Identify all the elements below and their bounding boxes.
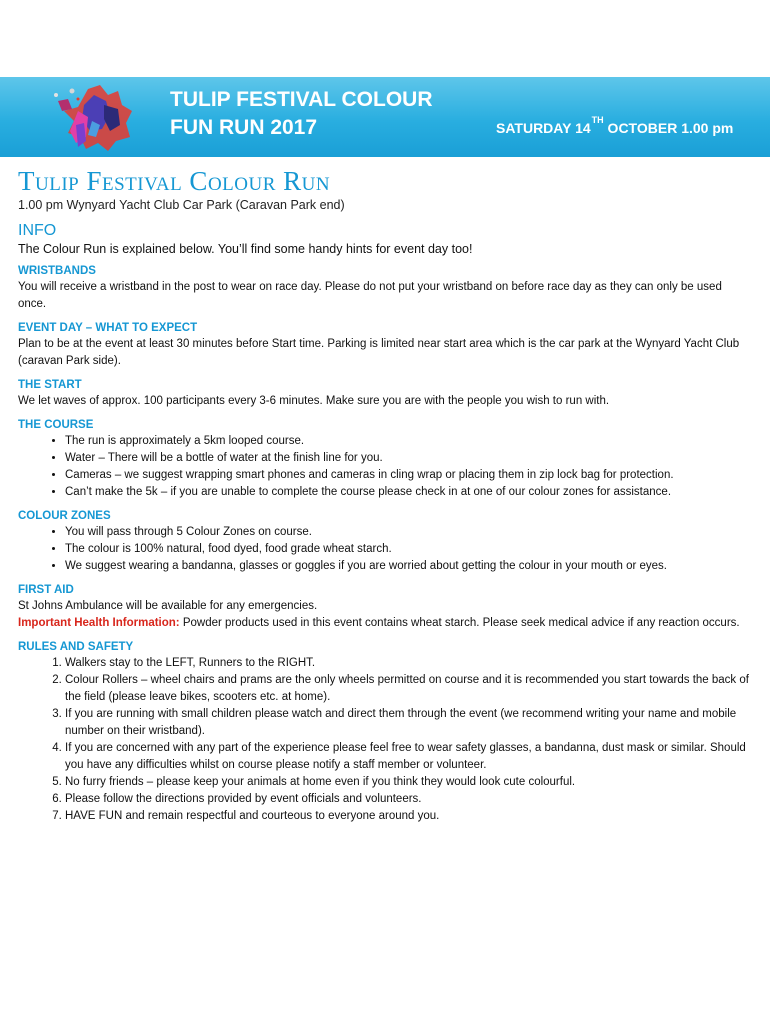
event-day-section xyxy=(18,322,753,370)
banner-date xyxy=(496,115,734,136)
list-item: • You will pass through 5 Colour Zones on course. xyxy=(65,524,753,541)
rules-list xyxy=(18,655,753,825)
list-item: 5. No furry friends – please keep your animals at home even if you think they would look cute colourful. xyxy=(65,774,753,791)
course-list xyxy=(18,433,753,501)
start-heading: THE START xyxy=(18,379,82,391)
wristbands-text: You will receive a wristband in the post to wear on race day. Please do not put your wristband on before race day as they can only be used once. xyxy=(18,281,722,310)
list-item: • We suggest wearing a bandanna, glasses or goggles if you are worried about getting the colour in your mouth or eyes. xyxy=(65,558,753,575)
important-health-info xyxy=(18,615,753,632)
first-aid-section xyxy=(18,584,753,632)
event-day-heading: EVENT DAY – WHAT TO EXPECT xyxy=(18,322,198,334)
banner-title xyxy=(170,86,433,142)
list-item: 3. If you are running with small children please watch and direct them through the event (we recommend writing your name and mobile number on their wristband). xyxy=(65,706,753,740)
banner-date-pre: SATURDAY 14 xyxy=(496,120,591,136)
colour-splash-logo-icon xyxy=(48,81,138,153)
list-item: 1. Walkers stay to the LEFT, Runners to the RIGHT. xyxy=(65,655,753,672)
list-item: • The colour is 100% natural, food dyed, food grade wheat starch. xyxy=(65,541,753,558)
important-text: Powder products used in this event contains wheat starch. Please seek medical advice if any reaction occurs. xyxy=(179,617,740,629)
list-item: 6. Please follow the directions provided by event officials and volunteers. xyxy=(65,791,753,808)
rules-heading: RULES AND SAFETY xyxy=(18,641,134,653)
page-title: Tulip Festival Colour Run xyxy=(18,166,331,196)
first-aid-text: St Johns Ambulance will be available for any emergencies. xyxy=(18,600,318,612)
rules-section xyxy=(18,641,753,825)
colour-zones-section xyxy=(18,510,753,575)
list-item: • Can’t make the 5k – if you are unable to complete the course please check in at one of our colour zones for assistance. xyxy=(65,484,753,501)
banner-title-line2: FUN RUN 2017 xyxy=(170,116,318,139)
list-item: • Water – There will be a bottle of water at the finish line for you. xyxy=(65,450,753,467)
info-heading: INFO xyxy=(18,222,57,239)
important-label: Important Health Information: xyxy=(18,617,180,629)
list-item: 2. Colour Rollers – wheel chairs and prams are the only wheels permitted on course and it is recommended you start towards the back of the field (please leave bikes, scooters etc. at home). xyxy=(65,672,753,706)
list-item: 4. If you are concerned with any part of the experience please feel free to wear safety glasses, a bandanna, dust mask or similar. Should you have any difficulties whilst on course please notify a staff member or volunteer. xyxy=(65,740,753,774)
wristbands-heading: WRISTBANDS xyxy=(18,265,96,277)
banner-date-sup: TH xyxy=(591,115,604,125)
start-text: We let waves of approx. 100 participants every 3-6 minutes. Make sure you are with the people you wish to run with. xyxy=(18,395,610,407)
list-item: • Cameras – we suggest wrapping smart phones and cameras in cling wrap or placing them in zip lock bag for protection. xyxy=(65,467,753,484)
list-item: • The run is approximately a 5km looped course. xyxy=(65,433,753,450)
colour-zones-heading: COLOUR ZONES xyxy=(18,510,111,522)
list-item: 7. HAVE FUN and remain respectful and courteous to everyone around you. xyxy=(65,808,753,825)
banner-title-line1: TULIP FESTIVAL COLOUR xyxy=(170,88,433,111)
intro-text: The Colour Run is explained below. You’ll find some handy hints for event day too! xyxy=(18,242,473,256)
start-section xyxy=(18,379,753,410)
course-section xyxy=(18,419,753,501)
event-location: 1.00 pm Wynyard Yacht Club Car Park (Caravan Park end) xyxy=(18,198,345,212)
banner-date-post: OCTOBER 1.00 pm xyxy=(603,120,734,136)
header-banner xyxy=(0,77,770,157)
wristbands-section xyxy=(18,265,753,313)
first-aid-heading: FIRST AID xyxy=(18,584,74,596)
document-body xyxy=(18,160,753,825)
event-day-text: Plan to be at the event at least 30 minutes before Start time. Parking is limited near start area which is the car park at the Wynyard Yacht Club (caravan Park side). xyxy=(18,338,740,367)
course-heading: THE COURSE xyxy=(18,419,94,431)
colour-zones-list xyxy=(18,524,753,575)
